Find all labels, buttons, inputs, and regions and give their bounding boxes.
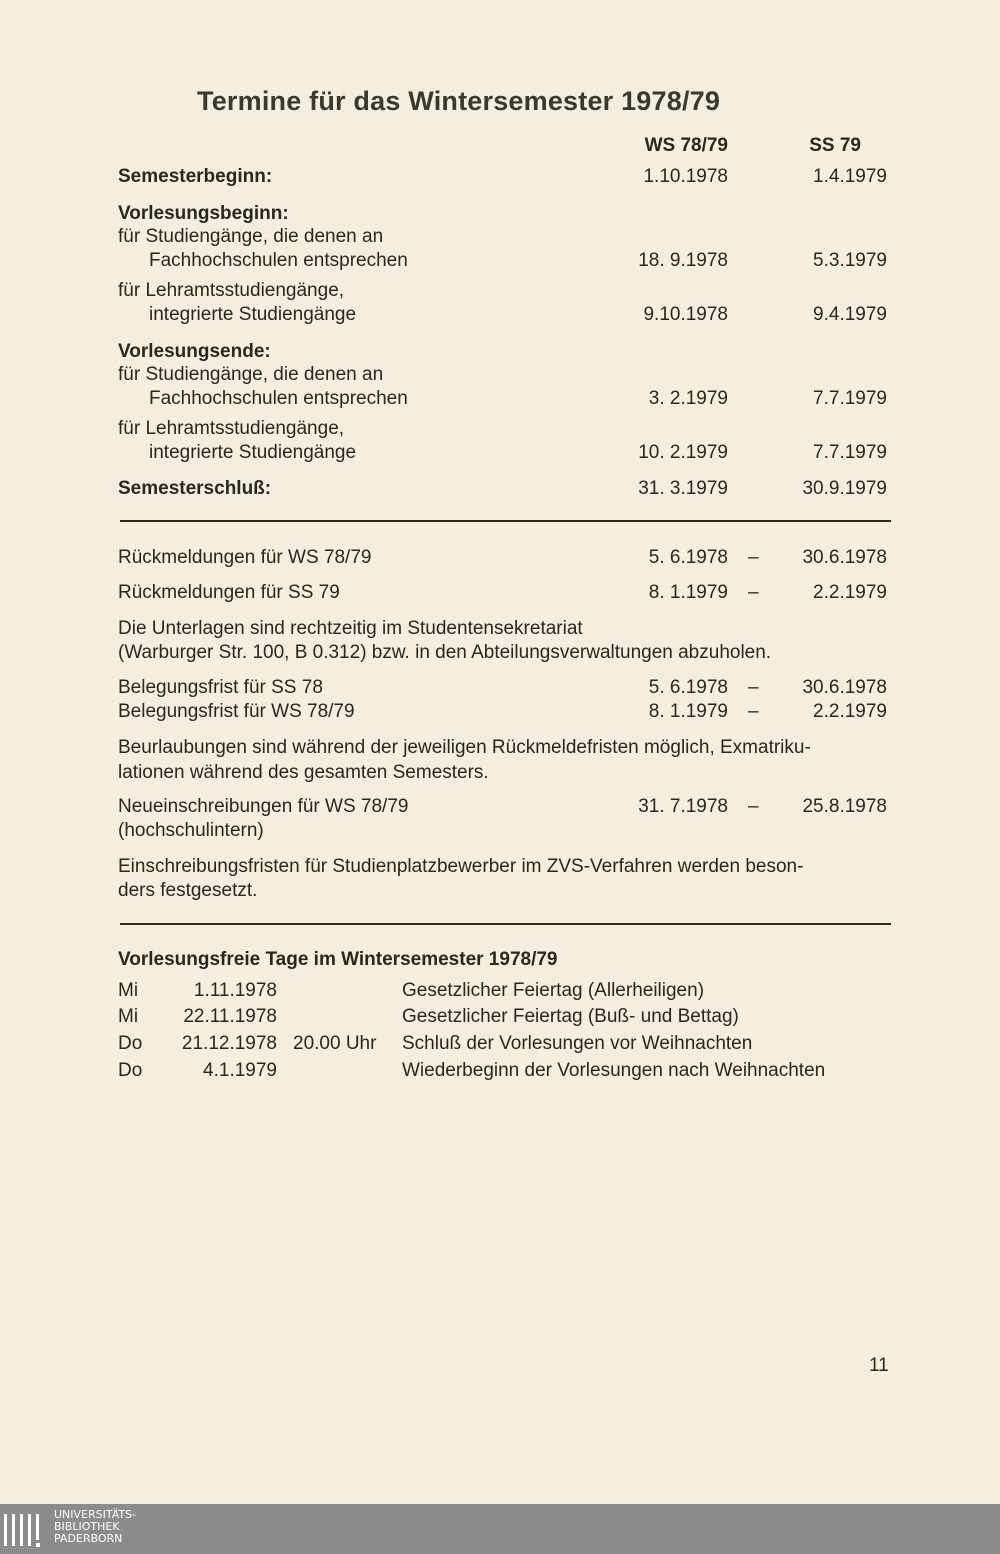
vorlesungsbeginn-label: Vorlesungsbeginn: [118,203,289,224]
divider [120,923,891,925]
vorlesungsende-la-line1: für Lehramtsstudiengänge, [118,418,345,439]
vorlesungsende-fh-ws: 3. 2.1979 [648,388,728,409]
rueckmeldung-ss-dash: – [748,582,759,603]
einschreibungsfristen-line2: ders festgesetzt. [118,880,258,901]
rueckmeldung-ws-from: 5. 6.1978 [648,547,728,568]
belegungsfrist-ws-label: Belegungsfrist für WS 78/79 [118,701,355,722]
column-header-ws: WS 78/79 [644,135,728,156]
holidays-title: Vorlesungsfreie Tage im Wintersemester 1978/79 [118,949,558,970]
neueinschreibungen-label: Neueinschreibungen für WS 78/79 [118,796,409,817]
belegungsfrist-ss-from: 5. 6.1978 [648,677,728,698]
library-footer [0,1504,1000,1554]
holiday-date: 22.11.1978 [183,1006,277,1027]
vorlesungsbeginn-fh-ss: 5.3.1979 [813,250,887,271]
vorlesungsende-fh-line2: Fachhochschulen entsprechen [149,388,408,409]
rueckmeldung-ws-to: 30.6.1978 [802,547,887,568]
holiday-date: 21.12.1978 [181,1033,277,1054]
holiday-description: Wiederbeginn der Vorlesungen nach Weihnachten [402,1060,826,1081]
beurlaubungen-line1: Beurlaubungen sind während der jeweiligen Rückmeldefristen möglich, Exmatriku- [118,737,811,758]
divider [120,520,891,522]
belegungsfrist-ss-dash: – [748,677,759,698]
holiday-time: 20.00 Uhr [293,1033,377,1054]
semesterbeginn-ws: 1.10.1978 [643,166,728,187]
rueckmeldung-ws-label: Rückmeldungen für WS 78/79 [118,547,372,568]
rueckmeldung-ss-label: Rückmeldungen für SS 79 [118,582,340,603]
vorlesungsbeginn-la-ss: 9.4.1979 [813,304,887,325]
vorlesungsbeginn-la-ws: 9.10.1978 [643,304,728,325]
library-name-line: BIBLIOTHEK [54,1520,120,1533]
holiday-date: 1.11.1978 [193,980,277,1001]
semesterschluss-label: Semesterschluß: [118,478,272,499]
neueinschreibungen-to: 25.8.1978 [802,796,887,817]
holiday-day: Mi [118,1006,139,1027]
page-title: Termine für das Wintersemester 1978/79 [197,86,721,116]
belegungsfrist-ws-to: 2.2.1979 [813,701,887,722]
library-name-line: PADERBORN [54,1532,123,1545]
vorlesungsbeginn-la-line1: für Lehramtsstudiengänge, [118,280,345,301]
vorlesungsende-fh-ss: 7.7.1979 [813,388,887,409]
belegungsfrist-ss-to: 30.6.1978 [802,677,887,698]
holiday-day: Mi [118,980,139,1001]
vorlesungsbeginn-la-line2: integrierte Studiengänge [149,304,357,325]
neueinschreibungen-sub: (hochschulintern) [118,820,264,841]
vorlesungsende-la-line2: integrierte Studiengänge [149,442,357,463]
einschreibungsfristen-line1: Einschreibungsfristen für Studienplatzbewerber im ZVS-Verfahren werden beson- [118,856,804,877]
vorlesungsende-fh-line1: für Studiengänge, die denen an [118,364,384,385]
semesterbeginn-label: Semesterbeginn: [118,166,273,187]
semesterschluss-ss: 30.9.1979 [802,478,887,499]
holiday-day: Do [118,1060,143,1081]
rueckmeldung-ss-to: 2.2.1979 [813,582,887,603]
beurlaubungen-line2: lationen während des gesamten Semesters. [118,762,489,783]
page-number: 11 [869,1355,889,1376]
library-name [54,1509,136,1545]
rueckmeldung-ws-dash: – [748,547,759,568]
library-logo-icon [4,1510,44,1550]
unterlagen-line1: Die Unterlagen sind rechtzeitig im Studentensekretariat [118,618,583,639]
vorlesungsende-la-ss: 7.7.1979 [813,442,887,463]
holiday-description: Schluß der Vorlesungen vor Weihnachten [402,1033,753,1054]
vorlesungsende-label: Vorlesungsende: [118,341,271,362]
column-header-ss: SS 79 [809,135,861,156]
belegungsfrist-ss-label: Belegungsfrist für SS 78 [118,677,323,698]
holiday-description: Gesetzlicher Feiertag (Allerheiligen) [402,980,705,1001]
neueinschreibungen-from: 31. 7.1978 [638,796,728,817]
semesterschluss-ws: 31. 3.1979 [638,478,728,499]
rueckmeldung-ss-from: 8. 1.1979 [648,582,728,603]
semesterbeginn-ss: 1.4.1979 [813,166,887,187]
holiday-date: 4.1.1979 [203,1060,277,1081]
vorlesungsbeginn-fh-ws: 18. 9.1978 [638,250,728,271]
belegungsfrist-ws-dash: – [748,701,759,722]
unterlagen-line2: (Warburger Str. 100, B 0.312) bzw. in den Abteilungsverwaltungen abzuholen. [118,642,772,663]
vorlesungsbeginn-fh-line2: Fachhochschulen entsprechen [149,250,408,271]
holiday-description: Gesetzlicher Feiertag (Buß- und Bettag) [402,1006,739,1027]
holiday-day: Do [118,1033,143,1054]
library-name-line: UNIVERSITÄTS- [54,1508,137,1521]
neueinschreibungen-dash: – [748,796,759,817]
belegungsfrist-ws-from: 8. 1.1979 [648,701,728,722]
vorlesungsbeginn-fh-line1: für Studiengänge, die denen an [118,226,384,247]
vorlesungsende-la-ws: 10. 2.1979 [638,442,728,463]
